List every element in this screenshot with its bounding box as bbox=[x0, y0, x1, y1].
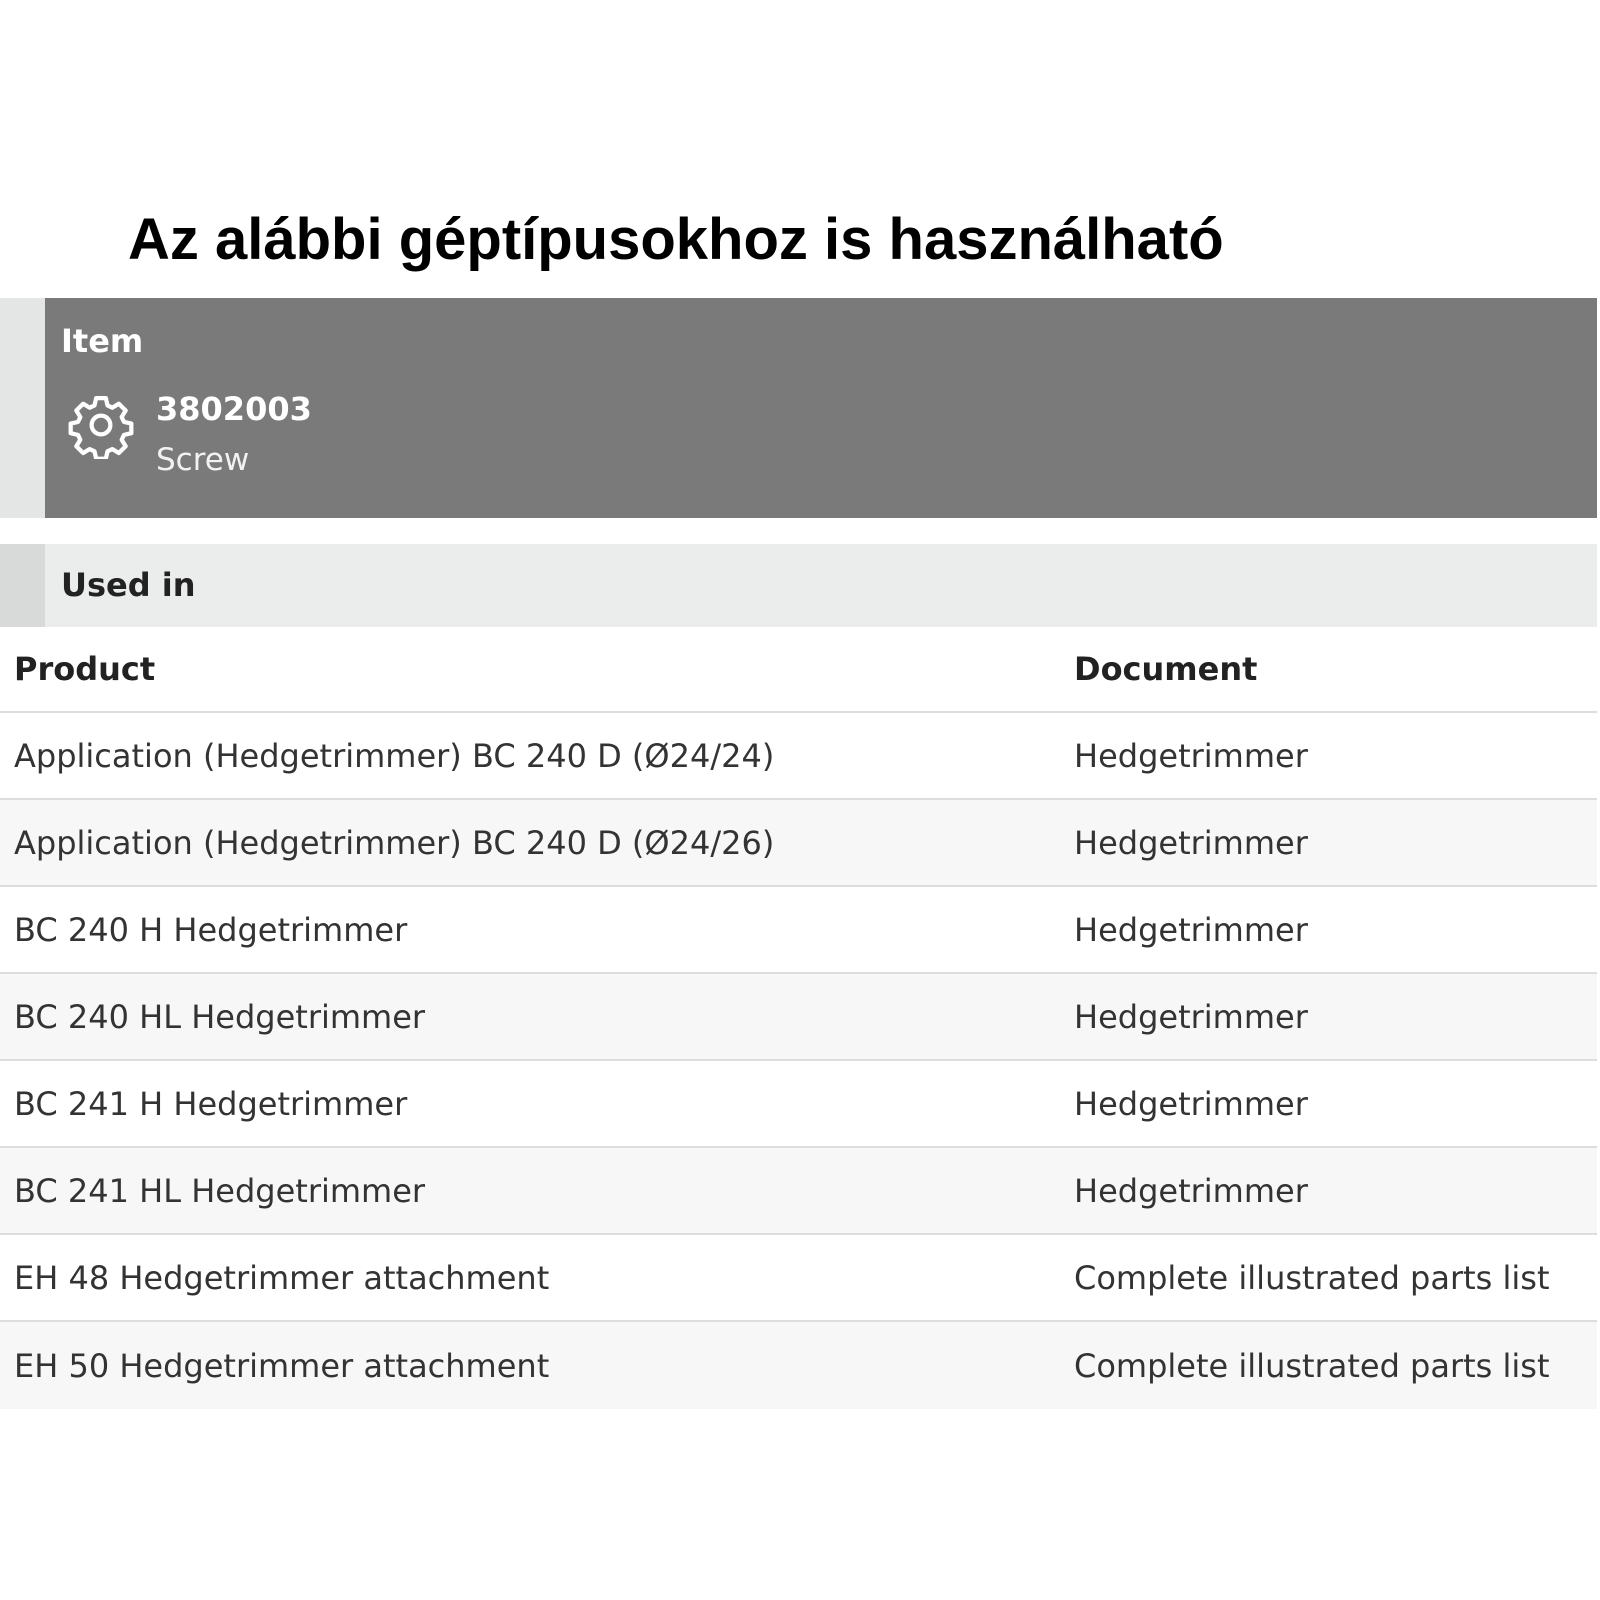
table-row[interactable] bbox=[0, 800, 1597, 887]
item-name: Screw bbox=[156, 442, 250, 478]
product-cell[interactable]: BC 240 H Hedgetrimmer bbox=[14, 910, 408, 949]
page-heading: Az alábbi géptípusokhoz is használható bbox=[128, 207, 1224, 272]
product-cell[interactable]: BC 241 HL Hedgetrimmer bbox=[14, 1171, 426, 1210]
product-cell[interactable]: BC 241 H Hedgetrimmer bbox=[14, 1084, 408, 1123]
item-label: Item bbox=[61, 322, 144, 360]
document-cell[interactable]: Hedgetrimmer bbox=[1074, 997, 1308, 1036]
gear-icon bbox=[67, 391, 135, 459]
used-in-table bbox=[0, 627, 1597, 1409]
document-cell[interactable]: Hedgetrimmer bbox=[1074, 1084, 1308, 1123]
table-row[interactable] bbox=[0, 1322, 1597, 1409]
product-cell[interactable]: Application (Hedgetrimmer) BC 240 D (Ø24/26) bbox=[14, 823, 775, 862]
product-cell[interactable]: BC 240 HL Hedgetrimmer bbox=[14, 997, 426, 1036]
table-header bbox=[0, 627, 1597, 713]
table-row[interactable] bbox=[0, 887, 1597, 974]
item-panel-accent bbox=[0, 298, 45, 518]
document-cell[interactable]: Complete illustrated parts list bbox=[1074, 1346, 1550, 1385]
document-cell[interactable]: Hedgetrimmer bbox=[1074, 1171, 1308, 1210]
table-row[interactable] bbox=[0, 1061, 1597, 1148]
column-header-document: Document bbox=[1074, 650, 1258, 688]
item-body bbox=[45, 298, 1597, 518]
item-number: 3802003 bbox=[156, 390, 312, 428]
used-in-label: Used in bbox=[61, 566, 196, 604]
product-cell[interactable]: Application (Hedgetrimmer) BC 240 D (Ø24/24) bbox=[14, 736, 775, 775]
product-cell[interactable]: EH 48 Hedgetrimmer attachment bbox=[14, 1258, 550, 1297]
document-cell[interactable]: Hedgetrimmer bbox=[1074, 910, 1308, 949]
used-in-accent bbox=[0, 544, 45, 627]
document-cell[interactable]: Hedgetrimmer bbox=[1074, 736, 1308, 775]
table-row[interactable] bbox=[0, 1235, 1597, 1322]
item-panel bbox=[0, 298, 1597, 518]
table-row[interactable] bbox=[0, 1148, 1597, 1235]
table-row[interactable] bbox=[0, 713, 1597, 800]
used-in-section-header bbox=[0, 544, 1597, 627]
product-cell[interactable]: EH 50 Hedgetrimmer attachment bbox=[14, 1346, 550, 1385]
document-cell[interactable]: Complete illustrated parts list bbox=[1074, 1258, 1550, 1297]
column-header-product: Product bbox=[14, 650, 156, 688]
table-row[interactable] bbox=[0, 974, 1597, 1061]
document-cell[interactable]: Hedgetrimmer bbox=[1074, 823, 1308, 862]
